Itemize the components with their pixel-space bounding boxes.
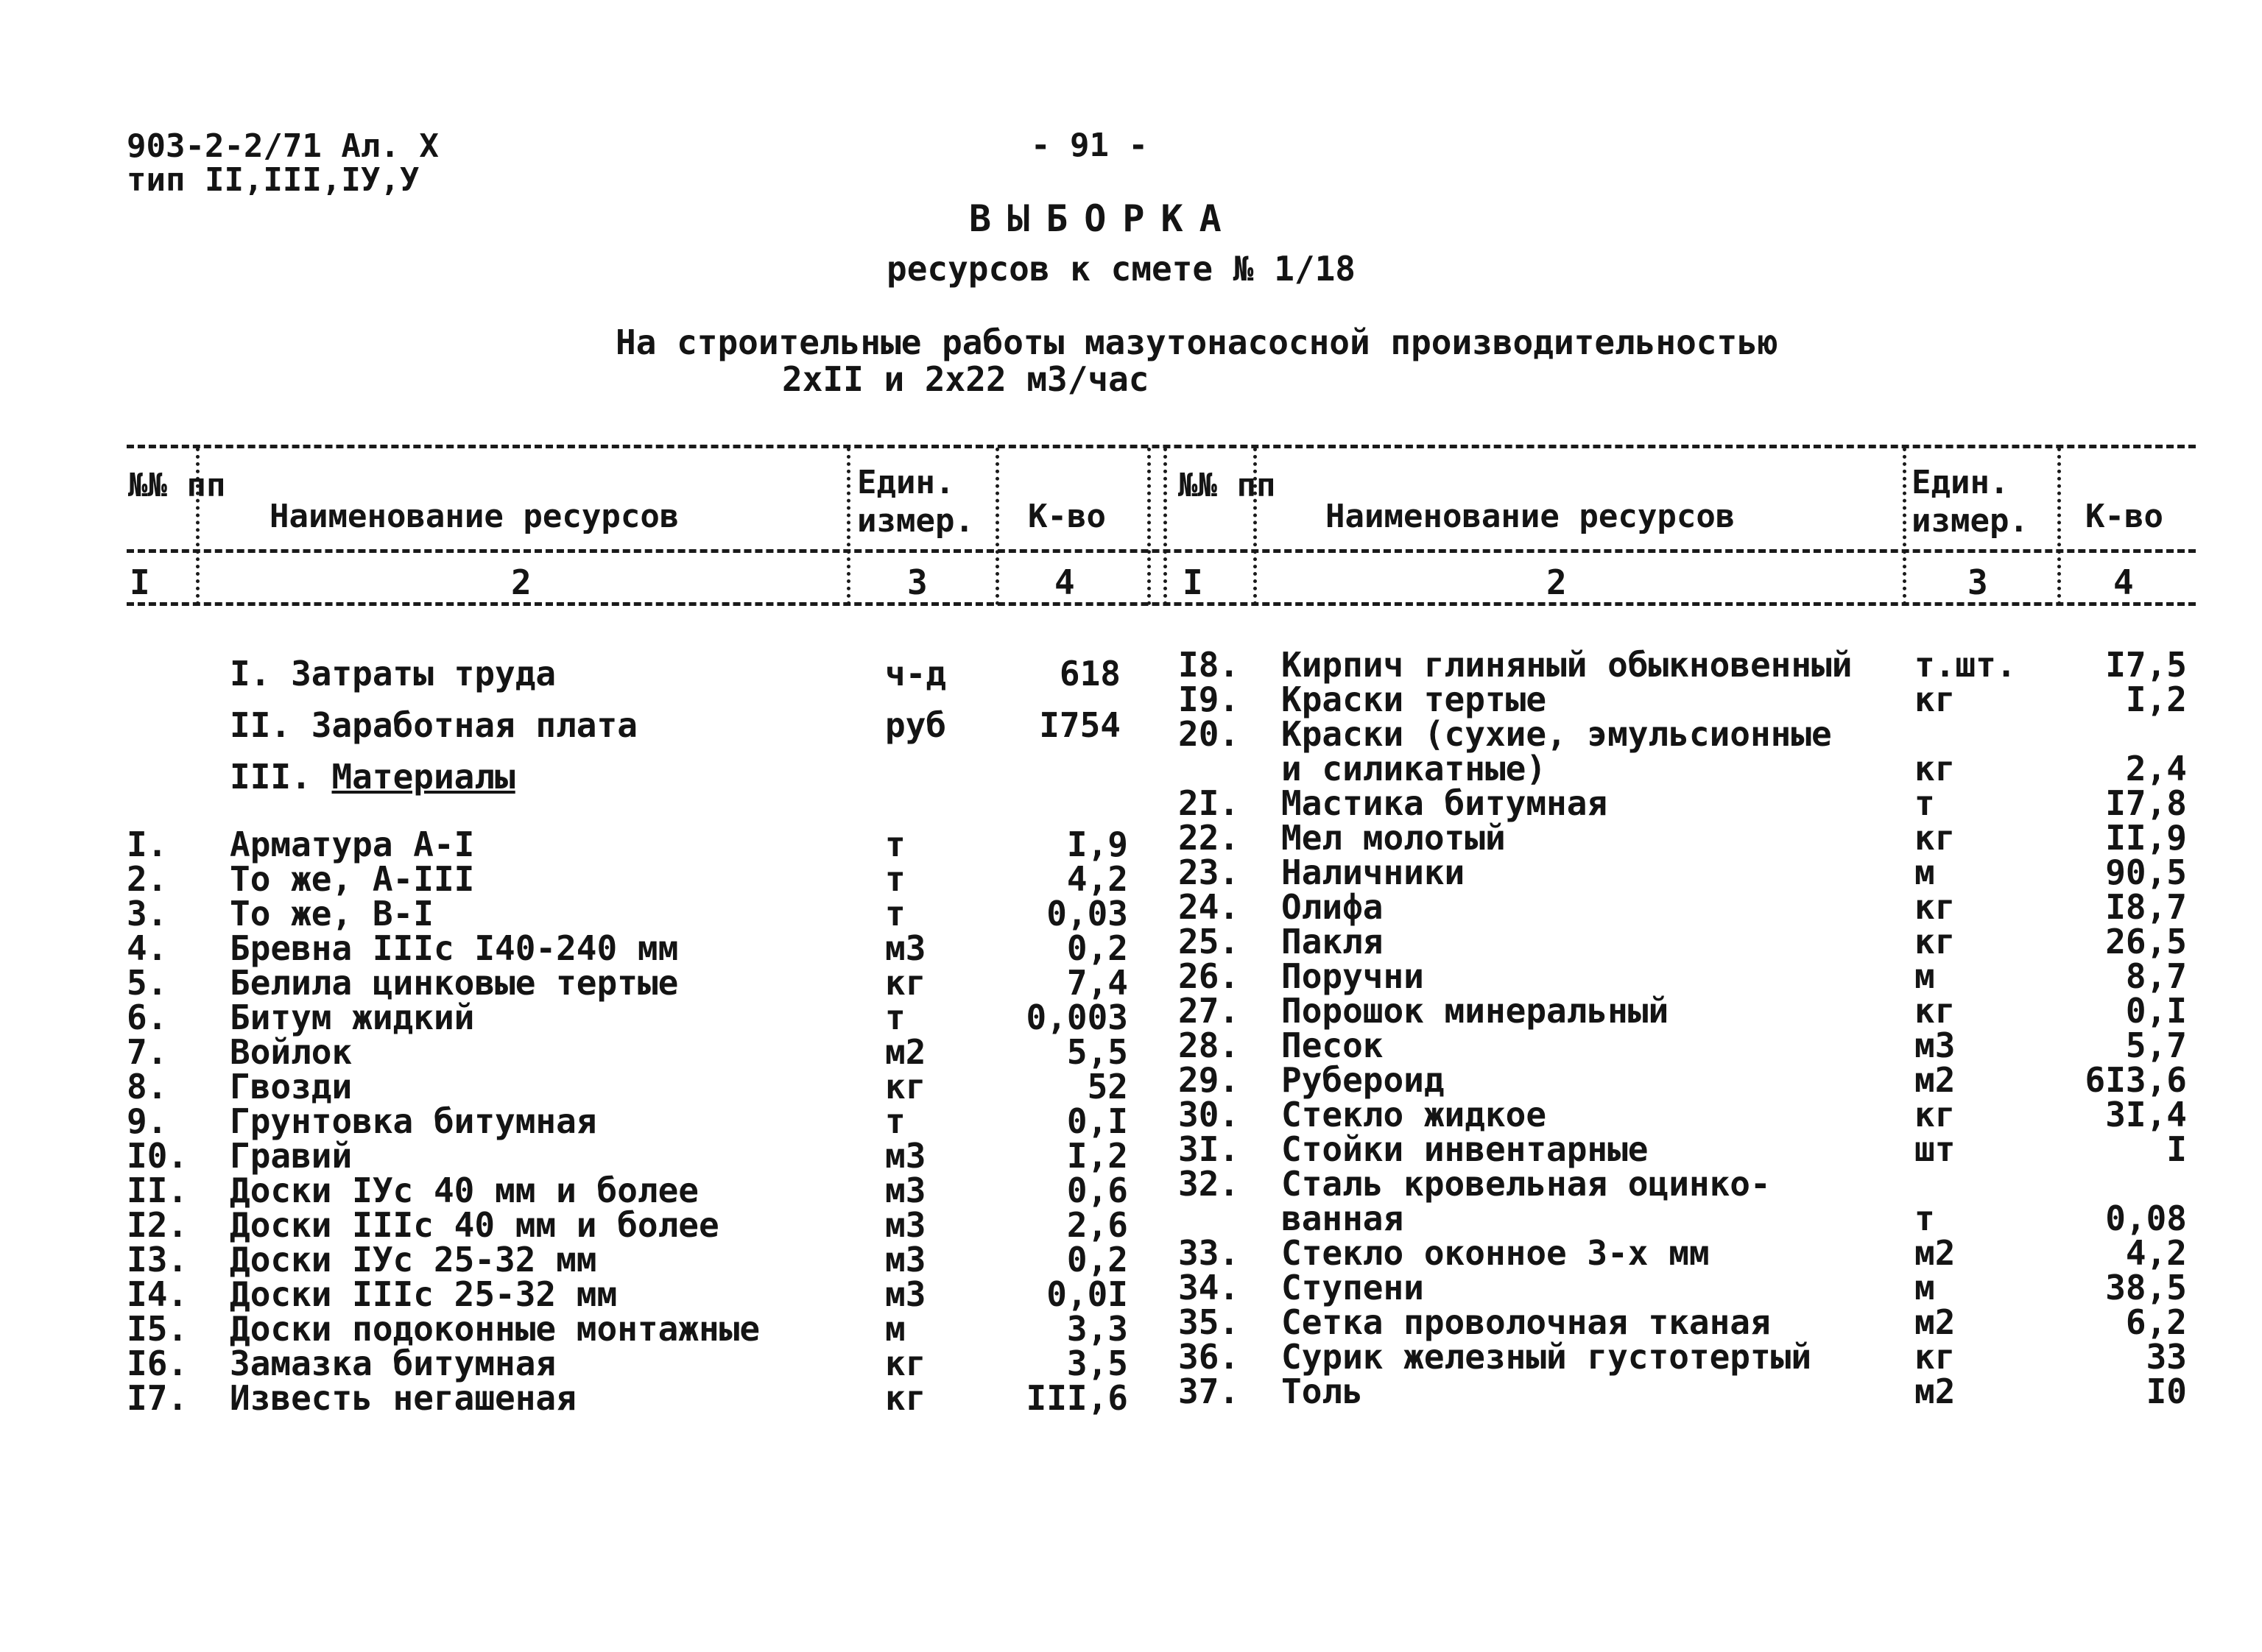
item-number: 7. [127,1032,168,1072]
table-row [1178,1201,2209,1236]
item-number: 28. [1178,1026,1240,1065]
column-number: 4 [1054,562,1075,602]
item-qty: I8,7 [2105,887,2187,927]
item-unit: кг [1914,818,1956,858]
item-unit: т [885,998,906,1037]
item-name: Стекло жидкое [1281,1095,1547,1134]
item-name: Доски IУс 25-32 мм [230,1240,597,1279]
document-code-line1: 903-2-2/71 Ал. X [127,127,439,165]
right-materials-list [1178,645,2209,1411]
item-number: I9. [1178,679,1240,719]
column-number: 3 [1967,562,1988,602]
table-row [127,1346,1128,1381]
item-unit: т.шт. [1914,645,2017,685]
item-number: 2. [127,859,168,899]
section-unit: руб [885,705,947,745]
item-unit: шт [1914,1129,1956,1169]
header-name-right: Наименование ресурсов [1325,498,1736,535]
table-row [1178,679,2209,719]
table-row [127,1136,1128,1176]
table-row [1178,783,2209,823]
table-row [1178,714,2209,754]
table-row [1178,1302,2209,1342]
item-name: Порошок минеральный [1281,991,1669,1031]
item-number: I7. [127,1378,188,1418]
item-unit: м [1914,1268,1935,1307]
item-qty: 7,4 [1066,963,1128,1003]
column-number: 3 [907,562,928,602]
item-name: Бревна IIIс I40-240 мм [230,928,679,968]
item-qty: 26,5 [2105,922,2187,961]
item-number: 37. [1178,1372,1240,1411]
item-qty: 52 [1087,1067,1128,1106]
item-qty: 0,003 [1026,998,1128,1037]
section-label-materials: Материалы [331,757,515,797]
item-unit: кг [1914,887,1956,927]
item-unit: м3 [885,928,926,968]
item-qty: 3,5 [1066,1344,1128,1383]
table-row [1178,818,2209,858]
item-unit: т [885,1101,906,1141]
item-name: Известь негашеная [230,1378,577,1418]
column-number: I [130,562,150,602]
table-row [1178,922,2209,961]
item-number: I5. [127,1309,188,1349]
table-row [127,1205,1128,1245]
table-row [127,1378,1128,1418]
table-row [127,963,1128,1003]
item-name: Доски IIIс 25-32 мм [230,1274,618,1314]
table-row [1178,887,2209,927]
item-number: 20. [1178,714,1240,754]
item-number: 35. [1178,1302,1240,1342]
item-number: I. [127,825,168,864]
table-row [127,894,1128,933]
item-number: 3. [127,894,168,933]
item-name: Толь [1281,1372,1363,1411]
section-unit: ч-д [885,654,947,693]
table-header-rule [127,549,2196,553]
section-qty: I754 [1039,705,1121,745]
item-name: Гвозди [230,1067,353,1106]
item-number: 29. [1178,1060,1240,1100]
item-name: Стойки инвентарные [1281,1129,1649,1169]
item-name: Мастика битумная [1281,783,1608,823]
column-number: 2 [1546,562,1567,602]
item-unit: т [1914,1199,1935,1238]
item-qty: I7,8 [2105,783,2187,823]
header-qty: К-во [1028,498,1106,535]
table-row [1178,645,2209,685]
header-num: №№ пп [128,467,226,504]
item-name: Доски IIIс 40 мм и более [230,1205,719,1245]
item-unit: т [885,894,906,933]
item-unit: м3 [885,1171,926,1210]
item-number: 8. [127,1067,168,1106]
section-label: I. Затраты труда [230,654,557,693]
item-qty: 0,2 [1066,1240,1128,1279]
item-qty: 2,6 [1066,1205,1128,1245]
item-qty: 0,03 [1046,894,1128,933]
item-name: Битум жидкий [230,998,475,1037]
item-qty: III,6 [1026,1378,1128,1418]
table-row [127,1309,1128,1349]
header-num-right: №№ пп [1178,467,1276,504]
document-subtitle: ресурсов к смете № 1/18 [887,249,1356,289]
item-unit: т [885,859,906,899]
item-qty: 3I,4 [2105,1095,2187,1134]
item-number: 32. [1178,1164,1240,1204]
item-unit: кг [885,1344,926,1383]
item-qty: I,2 [2125,679,2187,719]
item-unit: м2 [885,1032,926,1072]
item-qty: 3,3 [1066,1309,1128,1349]
section-label: II. Заработная плата [230,705,638,745]
item-name: То же, В-I [230,894,434,933]
item-name: Мел молотый [1281,818,1506,858]
item-number: II. [127,1171,188,1210]
item-name: Пакля [1281,922,1384,961]
table-row [1178,855,2209,890]
table-row [1178,1268,2209,1307]
header-unit-right: Един. измер. [1912,464,2029,540]
table-row [1178,1095,2209,1134]
item-number: 2I. [1178,783,1240,823]
col-divider [996,448,999,605]
item-name: Сталь кровельная оцинко- [1281,1164,1771,1204]
item-name-continued: ванная [1281,1199,1404,1238]
item-unit: т [1914,783,1935,823]
item-name: Поручни [1281,956,1424,996]
item-name: Рубероид [1281,1060,1445,1100]
item-number: I6. [127,1344,188,1383]
item-unit: м [885,1309,906,1349]
item-name: Ступени [1281,1268,1424,1307]
section-label [230,751,515,802]
item-unit: кг [1914,1337,1956,1377]
item-name: Песок [1281,1026,1384,1065]
item-number: 3I. [1178,1129,1240,1169]
table-row [1178,956,2209,996]
item-unit: м3 [1914,1026,1956,1065]
item-qty: 5,7 [2125,1026,2187,1065]
item-qty: I [2166,1129,2187,1169]
item-number: 6. [127,998,168,1037]
document-title: ВЫБОРКА [969,197,1238,240]
item-number: I4. [127,1274,188,1314]
item-name: То же, А-III [230,859,475,899]
item-qty: I,2 [1066,1136,1128,1176]
item-qty: 38,5 [2105,1268,2187,1307]
table-row [127,1000,1128,1035]
item-unit: м2 [1914,1372,1956,1411]
item-unit: кг [1914,991,1956,1031]
table-row [127,1032,1128,1072]
item-number: 34. [1178,1268,1240,1307]
item-number: 22. [1178,818,1240,858]
item-unit: м2 [1914,1233,1956,1273]
item-qty: II,9 [2105,818,2187,858]
col-divider [2057,448,2061,605]
section-row [127,699,1121,751]
item-unit: м3 [885,1136,926,1176]
item-qty: I0 [2146,1372,2187,1411]
item-qty: 6I3,6 [2085,1060,2187,1100]
item-unit: м2 [1914,1302,1956,1342]
item-number: 30. [1178,1095,1240,1134]
section-row [127,648,1121,699]
table-top-rule [127,445,2196,448]
item-unit: т [885,825,906,864]
item-number: 24. [1178,887,1240,927]
item-unit: кг [1914,1095,1956,1134]
item-unit: м [1914,853,1935,892]
item-number: 4. [127,928,168,968]
item-name: Краски (сухие, эмульсионные [1281,714,1832,754]
item-qty: 33 [2146,1337,2187,1377]
item-unit: м [1914,956,1935,996]
item-name: Наличники [1281,853,1465,892]
item-name: Арматура А-I [230,825,475,864]
section-label-prefix: III. [230,757,332,797]
item-qty: 0,08 [2105,1199,2187,1238]
item-name: Кирпич глиняный обыкновенный [1281,645,1853,685]
table-row [1178,1060,2209,1100]
column-number: 2 [511,562,532,602]
item-number: 33. [1178,1233,1240,1273]
col-divider [847,448,850,605]
item-name: Войлок [230,1032,353,1072]
table-row [1178,1028,2209,1063]
item-qty: 0,0I [1046,1274,1128,1314]
item-number: 27. [1178,991,1240,1031]
table-colnum-rule [127,602,2196,606]
table-row [127,1240,1128,1279]
item-unit: м3 [885,1205,926,1245]
col-divider [1147,448,1151,605]
item-number: 25. [1178,922,1240,961]
header-unit: Един. измер. [857,464,974,540]
table-row [1178,1374,2209,1409]
header-name: Наименование ресурсов [269,498,680,535]
item-unit: м2 [1914,1060,1956,1100]
table-row [127,1274,1128,1314]
col-divider [1163,448,1167,605]
item-name: Белила цинковые тертые [230,963,679,1003]
item-qty: I7,5 [2105,645,2187,685]
item-qty: 8,7 [2125,956,2187,996]
item-qty: 0,2 [1066,928,1128,968]
table-row [127,1067,1128,1106]
section-qty: 618 [1059,654,1121,693]
table-row [127,827,1128,862]
col-divider [1903,448,1906,605]
item-name-continued: и силикатные) [1281,749,1547,788]
table-row [1178,749,2209,788]
column-number: I [1183,562,1203,602]
item-qty: 5,5 [1066,1032,1128,1072]
item-unit: м3 [885,1240,926,1279]
item-name: Олифа [1281,887,1384,927]
item-number: I3. [127,1240,188,1279]
section-list [127,648,1121,802]
item-qty: 0,6 [1066,1171,1128,1210]
item-number: 26. [1178,956,1240,996]
item-name: Доски IУс 40 мм и более [230,1171,699,1210]
item-number: 5. [127,963,168,1003]
item-qty: 4,2 [1066,859,1128,899]
item-qty: 2,4 [2125,749,2187,788]
item-qty: 6,2 [2125,1302,2187,1342]
item-qty: 0,I [2125,991,2187,1031]
item-name: Сетка проволочная тканая [1281,1302,1771,1342]
table-row [1178,1233,2209,1273]
item-unit: м3 [885,1274,926,1314]
item-name: Сурик железный густотертый [1281,1337,1812,1377]
table-row [127,928,1128,968]
item-unit: кг [885,1067,926,1106]
table-row [127,1101,1128,1141]
item-number: I0. [127,1136,188,1176]
item-name: Стекло оконное 3-х мм [1281,1233,1710,1273]
left-materials-list [127,827,1128,1416]
table-row [1178,1164,2209,1204]
item-qty: I,9 [1066,825,1128,864]
item-unit: кг [1914,922,1956,961]
item-unit: кг [885,1378,926,1418]
item-number: 36. [1178,1337,1240,1377]
item-name: Краски тертые [1281,679,1547,719]
item-name: Доски подоконные монтажные [230,1309,761,1349]
item-number: 23. [1178,853,1240,892]
section-row [127,751,1121,802]
item-qty: 90,5 [2105,853,2187,892]
column-number: 4 [2113,562,2134,602]
header-qty-right: К-во [2085,498,2163,535]
item-unit: кг [885,963,926,1003]
page-number: - 91 - [1031,127,1148,164]
table-row [127,859,1128,899]
table-row [127,1173,1128,1208]
item-unit: кг [1914,749,1956,788]
item-name: Грунтовка битумная [230,1101,597,1141]
table-row [1178,991,2209,1031]
table-row [1178,1337,2209,1377]
item-qty: 4,2 [2125,1233,2187,1273]
document-code-line2: тип II,III,IУ,У [127,161,420,199]
table-row [1178,1129,2209,1169]
item-name: Гравий [230,1136,353,1176]
item-unit: кг [1914,679,1956,719]
document-description [616,324,1778,398]
item-qty: 0,I [1066,1101,1128,1141]
item-number: I2. [127,1205,188,1245]
description-line1: На строительные работы мазутонасосной производительностью [616,322,1778,362]
description-line2: 2хII и 2х22 м3/час [782,359,1149,399]
item-number: I8. [1178,645,1240,685]
item-number: 9. [127,1101,168,1141]
document-code [127,127,439,199]
item-name: Замазка битумная [230,1344,557,1383]
